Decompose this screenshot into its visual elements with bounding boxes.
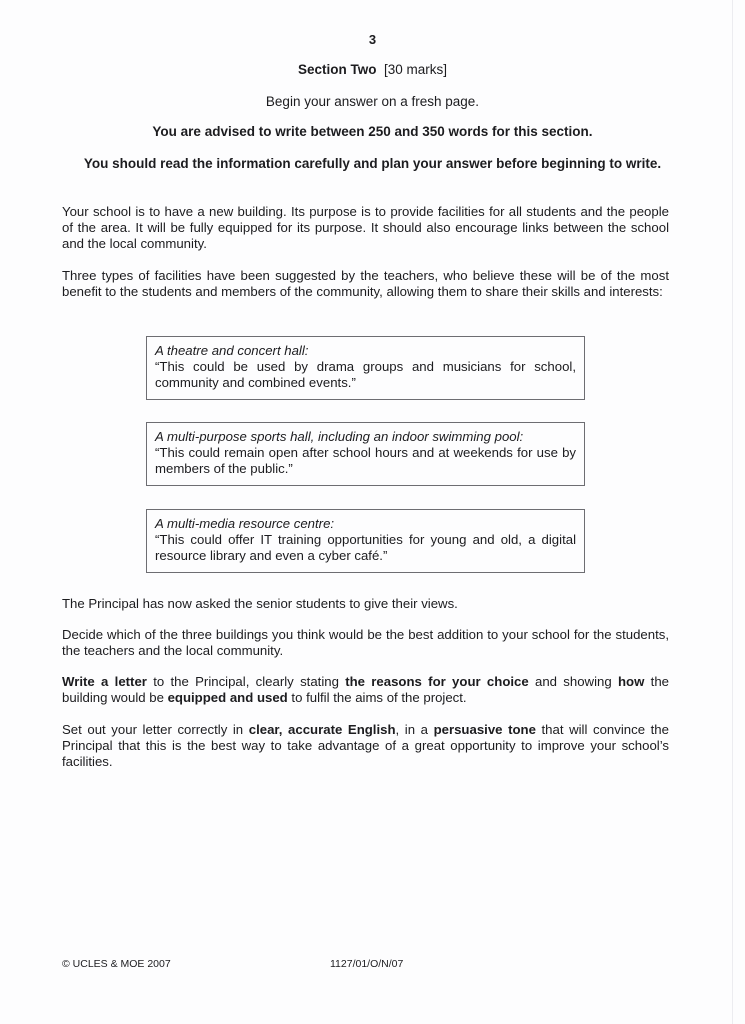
footer-copyright: © UCLES & MOE 2007 [62, 958, 171, 970]
style-emphasis: clear, accurate English [248, 722, 396, 737]
decide-paragraph: Decide which of the three buildings you think would be the best addition to your school for the students, the teachers and the local community. [62, 627, 669, 658]
intro-paragraph: Your school is to have a new building. Its purpose is to provide facilities for all students and the people of the area. It will be fully equipped for its purpose. It should also encourage links between the school and the local community. [62, 204, 669, 251]
principal-paragraph: The Principal has now asked the senior students to give their views. [62, 596, 458, 611]
style-text: Set out your letter correctly in [62, 722, 249, 737]
task-emphasis: the reasons for your choice [345, 674, 529, 689]
task-emphasis: Write a letter [62, 674, 147, 689]
task-text: to the Principal, clearly stating [146, 674, 346, 689]
section-marks: [30 marks] [384, 62, 448, 77]
instruction-read-carefully: You should read the information carefully and plan your answer before beginning to write. [83, 156, 662, 171]
option-quote: “This could remain open after school hours and at weekends for use by members of the public.” [155, 445, 576, 476]
page-edge [732, 0, 733, 1024]
option-box-theatre [146, 336, 585, 400]
section-name: Section Two [297, 62, 377, 77]
option-heading: A multi-media resource centre: [155, 516, 335, 531]
option-box-sports-hall [146, 422, 585, 486]
option-heading: A multi-purpose sports hall, including an indoor swimming pool: [155, 429, 524, 444]
style-paragraph [62, 722, 669, 770]
task-text: the building would be [62, 674, 669, 705]
style-emphasis: persuasive tone [433, 722, 536, 737]
option-box-media-centre [146, 509, 585, 573]
option-quote: “This could be used by drama groups and musicians for school, community and combined events.” [155, 359, 576, 390]
style-text: , in a [395, 722, 434, 737]
footer-paper-code: 1127/01/O/N/07 [330, 958, 404, 970]
section-title [0, 62, 745, 77]
task-emphasis: equipped and used [167, 690, 288, 705]
task-emphasis: how [617, 674, 645, 689]
facilities-intro-paragraph: Three types of facilities have been suggested by the teachers, who believe these will be of the most benefit to the students and members of the community, allowing them to share their skills and interests: [62, 268, 669, 299]
task-text: to fulfil the aims of the project. [287, 690, 467, 705]
option-quote: “This could offer IT training opportunities for young and old, a digital resource library and even a cyber café.” [155, 532, 576, 563]
instruction-fresh-page: Begin your answer on a fresh page. [265, 94, 480, 109]
page-number: 3 [368, 32, 377, 47]
style-text: that will convince the Principal that this is the best way to take advantage of a great opportunity to improve your school’s facilities. [62, 722, 669, 769]
instruction-word-count: You are advised to write between 250 and 350 words for this section. [152, 124, 593, 139]
task-text: and showing [528, 674, 618, 689]
task-paragraph [62, 674, 669, 706]
option-heading: A theatre and concert hall: [155, 343, 309, 358]
